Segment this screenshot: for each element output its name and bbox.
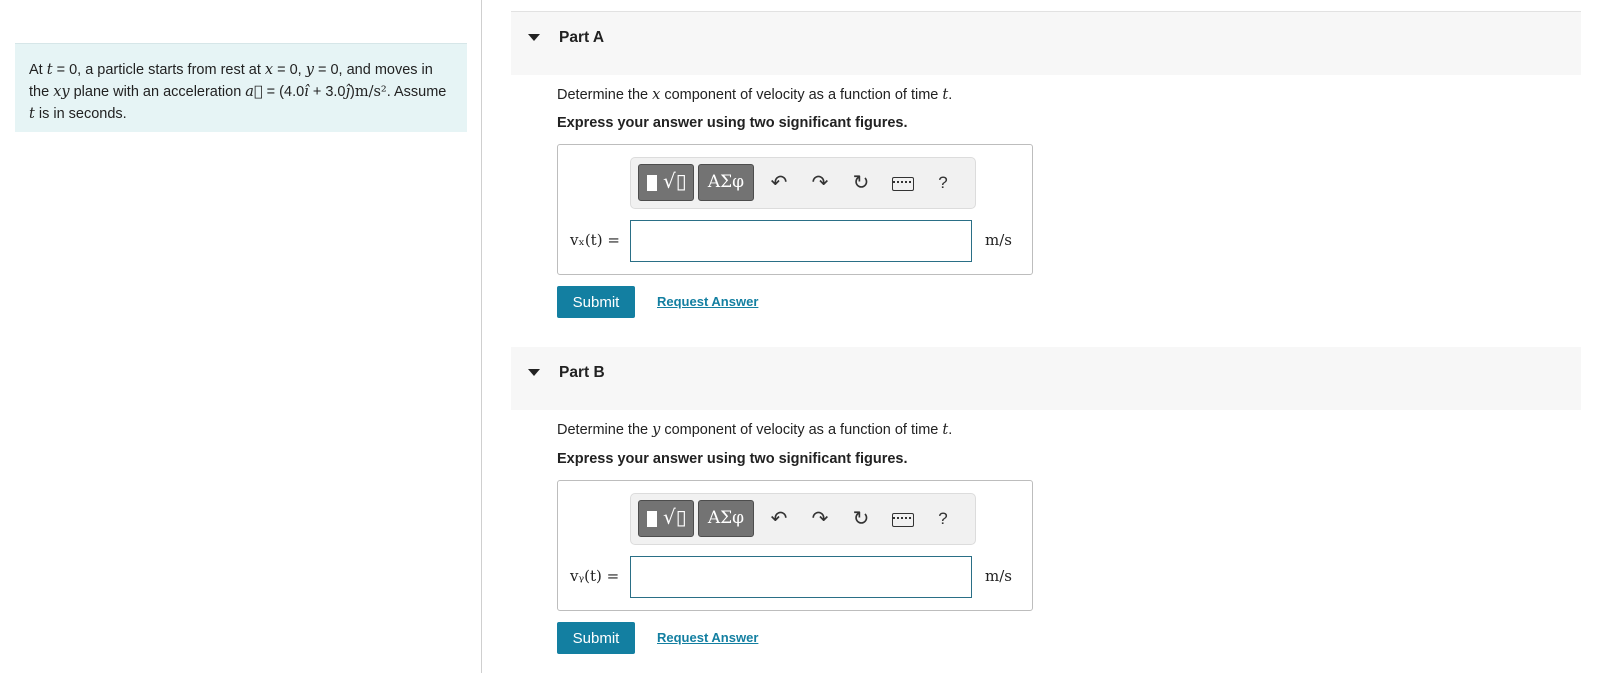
- part-b-answer-input[interactable]: [630, 556, 972, 598]
- template-icon: [647, 511, 657, 527]
- problem-text: = (4.0: [262, 84, 305, 100]
- problem-text: At: [29, 62, 47, 78]
- math-var: x: [264, 62, 274, 78]
- question-text: component of velocity as a function of time: [660, 422, 943, 438]
- part-a-header[interactable]: [511, 12, 1581, 75]
- problem-text: = 0, a particle starts from rest at: [52, 62, 265, 78]
- part-b-unit: m/s: [985, 567, 1012, 585]
- part-b-question: [557, 422, 952, 438]
- question-text: .: [948, 87, 953, 103]
- part-a-answer-input[interactable]: [630, 220, 972, 262]
- problem-text: plane with an acceleration: [69, 84, 246, 100]
- part-b-submit-button[interactable]: Submit: [557, 622, 635, 654]
- problem-text: is in seconds.: [34, 106, 127, 122]
- question-text: Determine the: [557, 87, 653, 103]
- part-a-variable-label: vₓ(t) =: [570, 231, 620, 249]
- question-text: .: [948, 422, 953, 438]
- part-b-answer-box: [557, 480, 1033, 611]
- greek-symbols-button[interactable]: ΑΣφ: [698, 500, 754, 537]
- panel-divider: [481, 0, 482, 673]
- template-icon: [647, 175, 657, 191]
- math-toolbar: [630, 493, 976, 545]
- part-b-instruction: Express your answer using two significant figures.: [557, 451, 908, 467]
- reset-icon[interactable]: ↻: [852, 172, 870, 194]
- math-units: m/s²: [354, 84, 387, 100]
- problem-text: + 3.0: [308, 84, 346, 100]
- reset-icon[interactable]: ↻: [852, 508, 870, 530]
- part-b-header[interactable]: [511, 347, 1581, 410]
- radical-icon: √▯: [663, 169, 687, 193]
- redo-icon[interactable]: ↷: [811, 172, 829, 194]
- part-b-request-answer-link[interactable]: Request Answer: [657, 630, 759, 645]
- caret-down-icon[interactable]: [528, 369, 540, 376]
- math-var: ĵ: [345, 84, 350, 100]
- part-a-unit: m/s: [985, 231, 1012, 249]
- part-b-title: Part B: [559, 364, 605, 381]
- part-a-question: [557, 87, 952, 103]
- part-a-request-answer-link[interactable]: Request Answer: [657, 294, 759, 309]
- question-text: component of velocity as a function of time: [660, 87, 943, 103]
- math-var: t: [46, 62, 53, 78]
- keyboard-icon[interactable]: [889, 168, 917, 198]
- part-a-instruction: Express your answer using two significant figures.: [557, 115, 908, 131]
- caret-down-icon[interactable]: [528, 34, 540, 41]
- math-var: x: [652, 87, 661, 103]
- problem-text: . Assume: [386, 84, 447, 100]
- problem-statement: [15, 43, 467, 132]
- math-var: î: [304, 84, 309, 100]
- keyboard-icon[interactable]: [889, 504, 917, 534]
- part-a-title: Part A: [559, 29, 605, 46]
- undo-icon[interactable]: ↶: [770, 172, 788, 194]
- part-a-submit-button[interactable]: Submit: [557, 286, 635, 318]
- math-toolbar: [630, 157, 976, 209]
- problem-text: = 0,: [273, 62, 306, 78]
- templates-button[interactable]: [638, 500, 694, 537]
- problem-text: ): [350, 84, 355, 100]
- math-var: xy: [53, 84, 70, 100]
- help-icon[interactable]: ?: [938, 509, 948, 528]
- question-text: Determine the: [557, 422, 653, 438]
- greek-symbols-button[interactable]: ΑΣφ: [698, 164, 754, 201]
- math-var: a⃗: [245, 84, 263, 100]
- undo-icon[interactable]: ↶: [770, 508, 788, 530]
- math-var: y: [652, 422, 661, 438]
- problem-text: = 0, and moves in the: [29, 62, 433, 100]
- redo-icon[interactable]: ↷: [811, 508, 829, 530]
- math-var: t: [29, 106, 35, 122]
- math-var: t: [942, 422, 949, 438]
- help-icon[interactable]: ?: [938, 173, 948, 192]
- radical-icon: √▯: [663, 505, 687, 529]
- part-a-answer-box: [557, 144, 1033, 275]
- math-var: t: [942, 87, 949, 103]
- templates-button[interactable]: [638, 164, 694, 201]
- part-b-variable-label: vᵧ(t) =: [570, 567, 620, 585]
- math-var: y: [305, 62, 314, 78]
